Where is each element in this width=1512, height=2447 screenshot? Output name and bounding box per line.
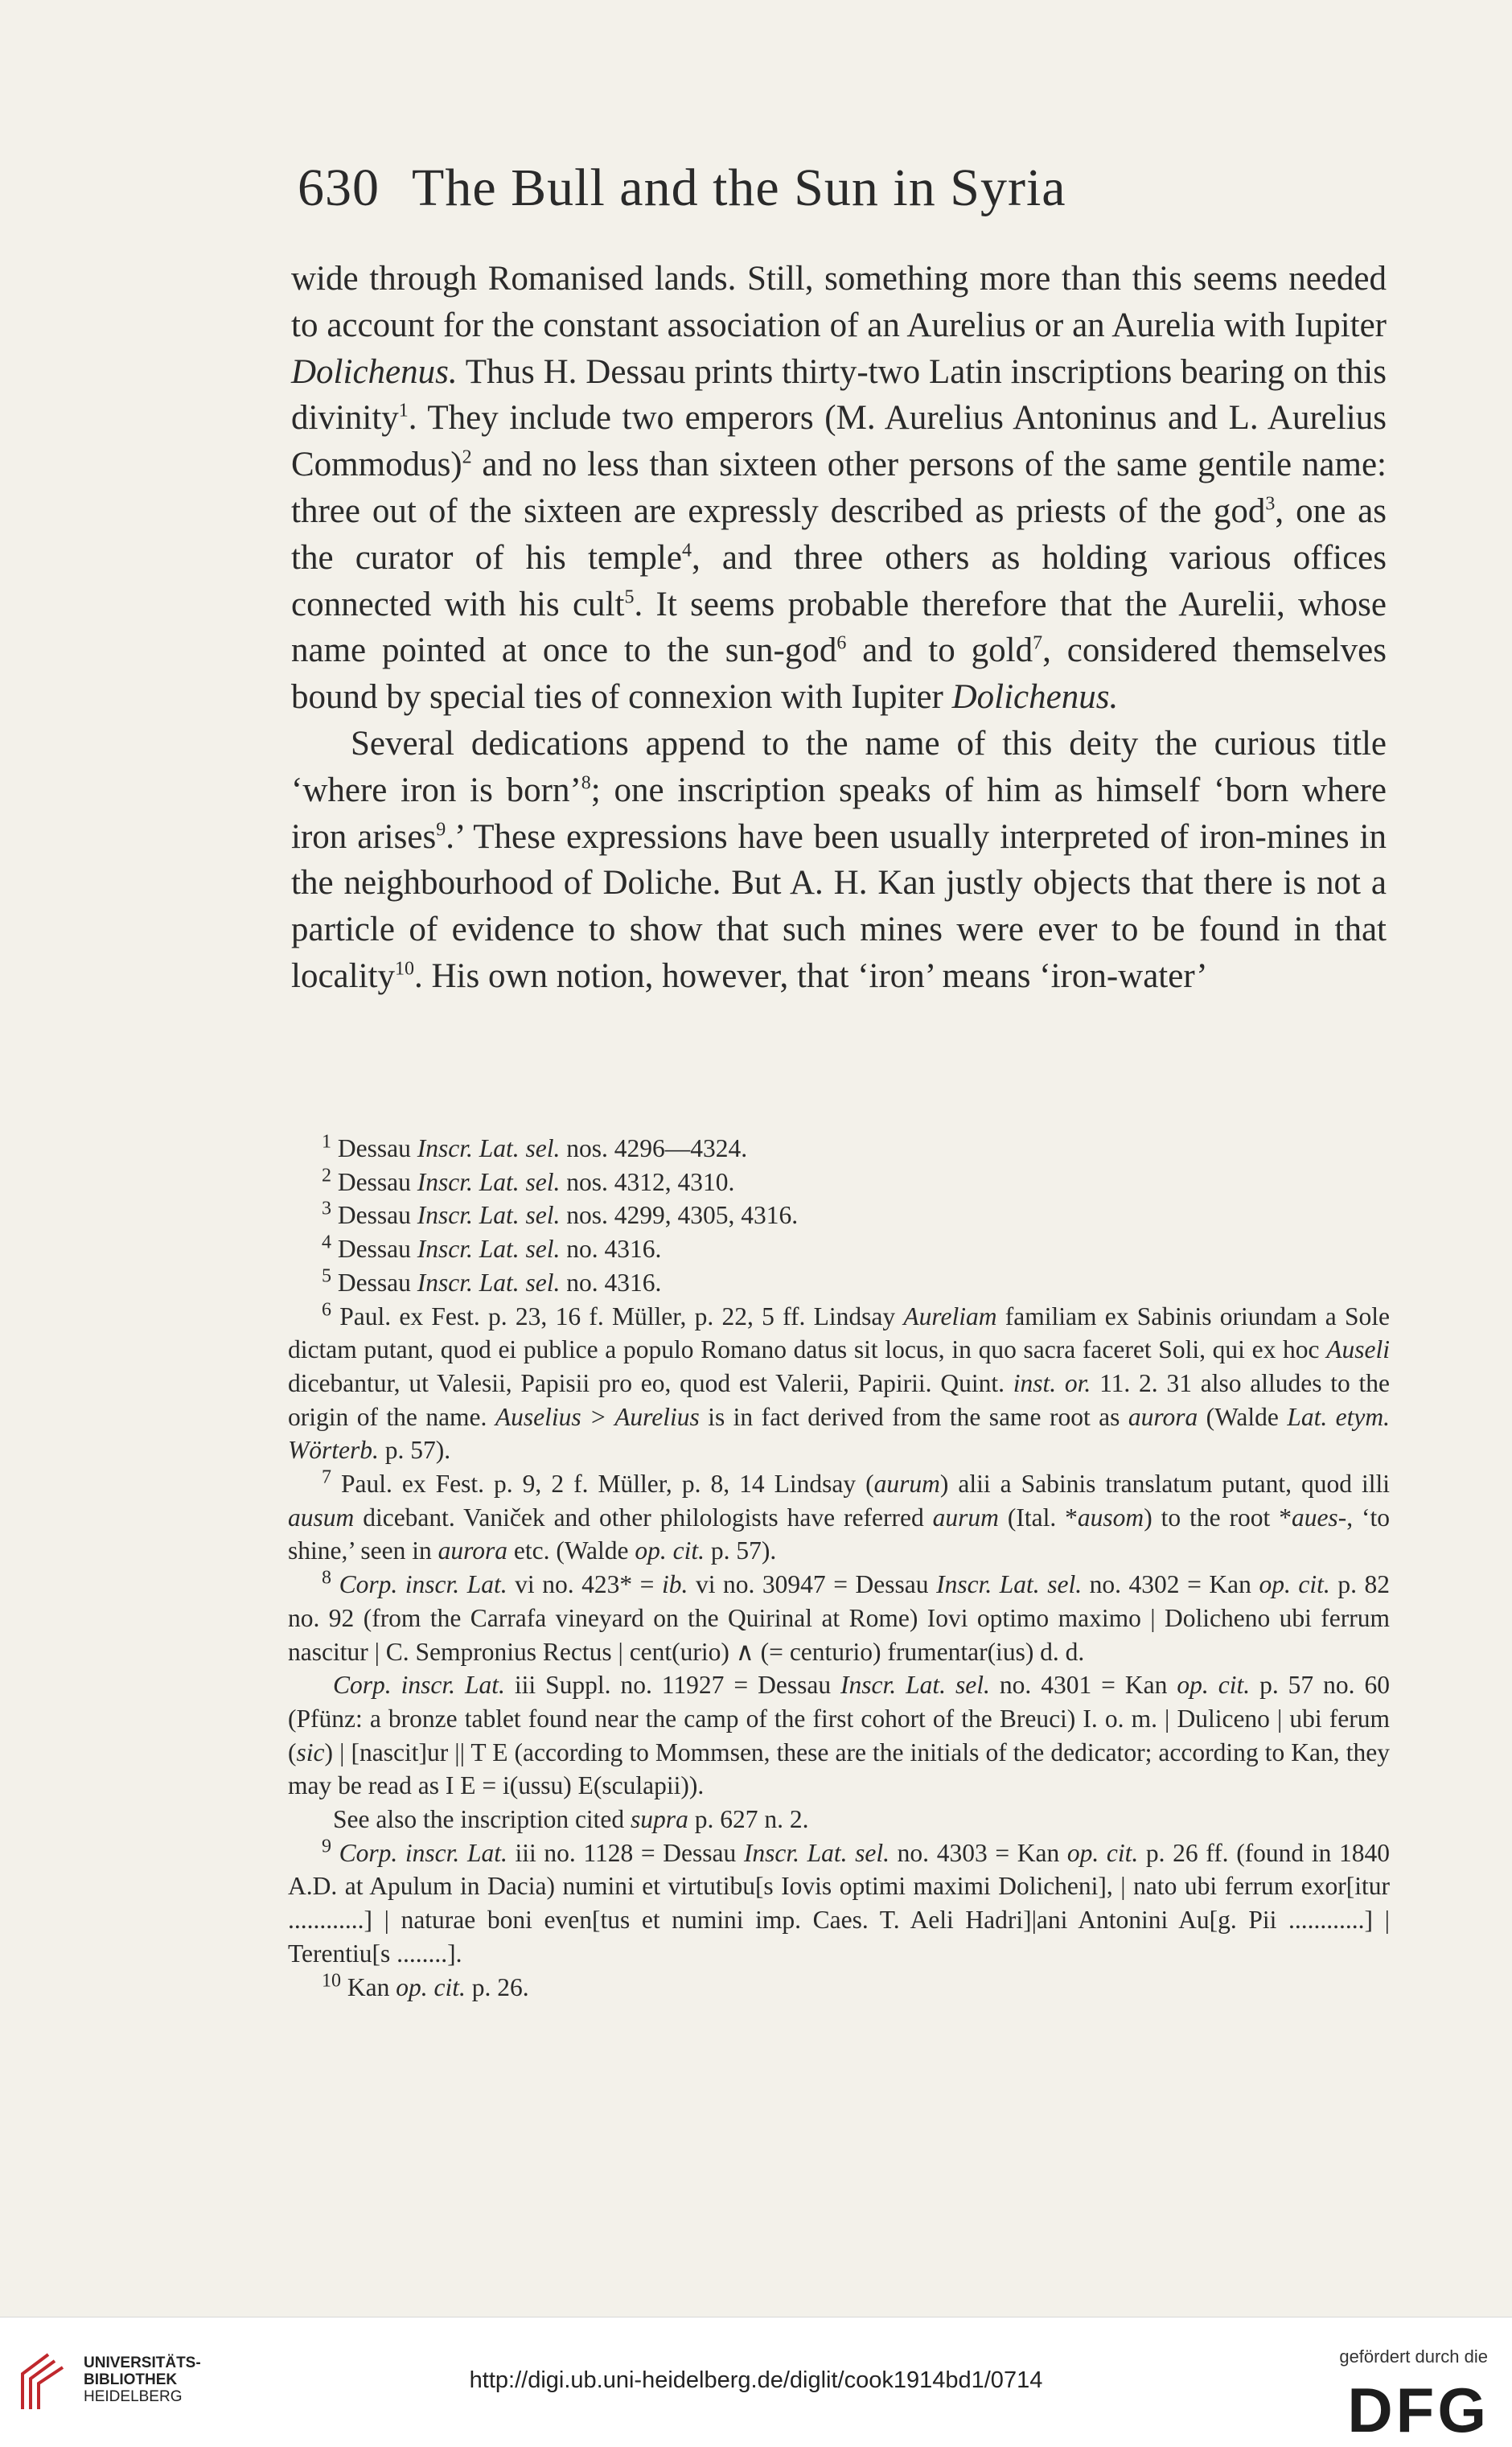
- text-run: dicebantur, ut Valesii, Papisii pro eo, quod est Valerii, Papirii. Quint.: [288, 1368, 1013, 1397]
- running-title: The Bull and the Sun in Syria: [412, 158, 1066, 217]
- footnote-5: [288, 1266, 1390, 1300]
- footnote-ref[interactable]: 10: [394, 958, 414, 980]
- footnote-number: 6: [322, 1299, 331, 1321]
- text-run: iii no. 1128 = Dessau: [507, 1838, 744, 1867]
- italic-text: Inscr. Lat. sel.: [840, 1671, 990, 1700]
- footnote-8-see-also: [288, 1803, 1390, 1836]
- text-run: (Walde: [1198, 1402, 1288, 1431]
- italic-text: inst. or.: [1013, 1368, 1091, 1397]
- text-run: vi no. 423* =: [507, 1570, 662, 1599]
- dfg-logo[interactable]: DFG: [1347, 2375, 1489, 2445]
- text-run: Kan: [347, 1972, 396, 2001]
- italic-text: op. cit.: [396, 1972, 466, 2001]
- text-run: , ‘to shine,’ seen in: [288, 1503, 1391, 1565]
- text-run: iii Suppl. no. 11927 = Dessau: [504, 1671, 841, 1700]
- footnote-10: [288, 1971, 1390, 2005]
- text-run: etc. (Walde: [507, 1536, 635, 1565]
- text-run: Dessau: [337, 1167, 417, 1196]
- footnote-number: 1: [322, 1131, 331, 1153]
- text-run: . His own notion, however, that ‘iron’ means ‘iron-water’: [413, 956, 1208, 995]
- footnote-7: [288, 1467, 1390, 1568]
- text-run: See also the inscription cited: [333, 1805, 631, 1834]
- text-run: and no less than sixteen other persons of the same gentile name: three out of the sixteen are expressly described as priests of the god: [291, 446, 1387, 530]
- text-run: Paul. ex Fest. p. 23, 16 f. Müller, p. 22, 5 ff. Lindsay: [339, 1302, 904, 1330]
- text-run: p. 57 no. 60 (Pfünz: a bronze tablet found near the camp of the first cohort of the Breuci) I. o. m. | Duliceno | ubi ferum (: [288, 1671, 1391, 1766]
- footnote-8: [288, 1568, 1390, 1668]
- library-name-line-1: UNIVERSITÄTS-: [84, 2354, 201, 2371]
- text-run: no. 4302 = Kan: [1082, 1570, 1259, 1599]
- permalink-url[interactable]: http://digi.ub.uni-heidelberg.de/diglit/cook1914bd1/0714: [469, 2367, 1043, 2393]
- text-run: .’ These expressions have been usually interpreted of iron-mines in the neighbourhood of Doliche. But A. H. Kan justly objects that there is not a particle of evidence to show that such mines were ever to be found in that locality: [291, 817, 1387, 995]
- italic-text: aurora: [438, 1536, 507, 1565]
- footnote-ref[interactable]: 7: [1033, 633, 1043, 655]
- text-run: and to gold: [846, 631, 1033, 670]
- running-header: [298, 158, 1066, 219]
- page-number: 630: [298, 158, 380, 217]
- text-run: p. 82 no. 92 (from the Carrafa vineyard on the Quirinal at Rome) Iovi optimo maximo | Dolicheno ubi ferrum nascitur | C. Sempronius Rectus | cent(urio) ∧ (= centurio) frumentar(ius) d. d.: [288, 1570, 1390, 1666]
- italic-text: op. cit.: [1259, 1570, 1330, 1599]
- text-run: . It seems probable therefore that the Aurelii, whose name pointed at once to the sun-god: [291, 585, 1387, 670]
- library-name-line-3: HEIDELBERG: [84, 2388, 183, 2405]
- footnote-number: 2: [322, 1165, 331, 1186]
- footnote-number: 4: [322, 1232, 331, 1253]
- footnote-ref[interactable]: 3: [1265, 493, 1276, 515]
- text-run: (Ital. *: [998, 1503, 1078, 1532]
- footnote-1: [288, 1132, 1390, 1166]
- italic-text: Aureliam: [903, 1302, 997, 1330]
- text-run: wide through Romanised lands. Still, something more than this seems needed to account for the constant association of an Aurelius or an Aurelia with Iupiter: [291, 260, 1387, 344]
- text-run: Dessau: [337, 1134, 417, 1162]
- footnote-9: [288, 1836, 1390, 1971]
- text-run: Dessau: [337, 1268, 417, 1297]
- text-run: , one as the curator of his temple: [291, 491, 1387, 577]
- text-run: is in fact derived from the same root as: [699, 1402, 1128, 1431]
- footnote-8-continued: [288, 1668, 1390, 1803]
- footnote-ref[interactable]: 5: [624, 586, 635, 608]
- footnote-6: [288, 1300, 1390, 1468]
- italic-text: Inscr. Lat. sel.: [417, 1268, 561, 1297]
- italic-text: Inscr. Lat. sel.: [743, 1838, 890, 1867]
- italic-text: Corp. inscr. Lat.: [333, 1671, 505, 1700]
- italic-text: Inscr. Lat. sel.: [417, 1134, 561, 1162]
- footnote-4: [288, 1232, 1390, 1266]
- text-run: nos. 4299, 4305, 4316.: [560, 1201, 799, 1230]
- italic-text: Inscr. Lat. sel.: [936, 1570, 1083, 1599]
- text-run: p. 26 ff. (found in 1840 A.D. at Apulum in Dacia) numini et virtutibu[s Iovis optimi maximi Dolicheni], | nato ubi ferrum exor[itur ............] | naturae boni even[tus et numini imp. Caes. T. Aeli Hadri]|ani Antonini Au[g. Pii ............] | Terentiu[s ........].: [288, 1838, 1390, 1968]
- italic-text: op. cit.: [635, 1536, 705, 1565]
- footnote-number: 5: [322, 1265, 331, 1287]
- italic-text: Inscr. Lat. sel.: [417, 1167, 561, 1196]
- italic-text: op. cit.: [1177, 1671, 1251, 1700]
- text-run: Dessau: [337, 1235, 417, 1264]
- footnote-number: 3: [322, 1198, 331, 1219]
- footnote-ref[interactable]: 1: [398, 401, 409, 422]
- paragraph-2: [291, 721, 1387, 1000]
- footnote-number: 8: [322, 1567, 331, 1589]
- italic-text: aues-: [1291, 1503, 1347, 1532]
- italic-text: ausom: [1077, 1503, 1144, 1532]
- italic-text: Inscr. Lat. sel.: [417, 1201, 561, 1230]
- paragraph-1: [291, 256, 1387, 721]
- text-run: ) to the root *: [1144, 1503, 1292, 1532]
- italic-text: supra: [631, 1805, 688, 1834]
- text-run: Dessau: [337, 1201, 417, 1230]
- text-run: vi no. 30947 = Dessau: [688, 1570, 937, 1599]
- text-run: no. 4316.: [560, 1235, 662, 1264]
- footnote-number: 10: [322, 1970, 341, 1992]
- italic-text: op. cit.: [1066, 1838, 1139, 1867]
- text-run: Thus H. Dessau prints thirty-two Latin inscriptions bearing on this divinity: [291, 352, 1387, 438]
- footnote-ref[interactable]: 2: [462, 446, 472, 468]
- text-run: ) | [nascit]ur || T E (according to Mommsen, these are the initials of the dedicator; according to Kan, they may be read as I E = i(ussu) E(sculapii)).: [288, 1738, 1390, 1800]
- text-run: , considered themselves bound by special ties of connexion with Iupiter: [291, 631, 1387, 717]
- funded-by-label: gefördert durch die: [1339, 2346, 1488, 2367]
- text-run: Several dedications append to the name of this deity the curious title ‘where iron is born’: [291, 724, 1387, 809]
- italic-text: aurum: [932, 1503, 999, 1532]
- footnotes: [288, 1132, 1390, 2004]
- italic-text: ausum: [288, 1503, 355, 1532]
- footnote-3: [288, 1199, 1390, 1232]
- italic-text: Auselius > Aurelius: [495, 1402, 700, 1431]
- footnote-ref[interactable]: 9: [436, 819, 446, 841]
- italic-text: aurum: [873, 1470, 940, 1499]
- text-run: nos. 4296—4324.: [560, 1134, 748, 1162]
- italic-text: Lat. etym. Wörterb.: [288, 1402, 1390, 1465]
- footnote-ref[interactable]: 4: [681, 540, 692, 561]
- text-run: , and three others as holding various offices connected with his cult: [291, 538, 1387, 623]
- footnote-ref[interactable]: 8: [581, 772, 591, 794]
- text-run: . They include two emperors (M. Aurelius Antoninus and L. Aurelius Commodus): [291, 399, 1387, 484]
- text-run: p. 26.: [465, 1972, 529, 2001]
- text-run: familiam ex Sabinis oriundam a Sole dictam putant, quod ei publice a populo Romano datus sit locus, in quo sacra faceret Soli, qui ex hoc: [288, 1302, 1390, 1364]
- text-run: nos. 4312, 4310.: [560, 1167, 735, 1196]
- italic-text: Inscr. Lat. sel.: [417, 1235, 561, 1264]
- text-run: ) alii a Sabinis translatum putant, quod illi: [939, 1470, 1390, 1499]
- italic-text: Auseli: [1326, 1335, 1390, 1364]
- footer-bar: [0, 2317, 1512, 2447]
- footnote-number: 7: [322, 1466, 331, 1488]
- footnote-number: 9: [322, 1836, 331, 1857]
- footnote-2: [288, 1166, 1390, 1199]
- italic-text: sic: [296, 1738, 325, 1766]
- text-run: ; one inscription speaks of him as himself ‘born where iron arises: [291, 771, 1387, 856]
- text-run: no. 4301 = Kan: [989, 1671, 1177, 1700]
- text-run: Paul. ex Fest. p. 9, 2 f. Müller, p. 8, 14 Lindsay (: [341, 1470, 874, 1499]
- text-run: dicebant. Vaniček and other philologists have referred: [354, 1503, 933, 1532]
- italic-text: Dolichenus.: [291, 352, 458, 391]
- italic-text: Dolichenus.: [951, 678, 1119, 717]
- text-run: p. 57).: [378, 1436, 451, 1465]
- library-name-line-2: BIBLIOTHEK: [84, 2371, 178, 2388]
- text-run: p. 627 n. 2.: [688, 1805, 809, 1834]
- main-text: [291, 256, 1387, 1000]
- text-run: 11. 2. 31 also alludes to the origin of the name.: [288, 1368, 1390, 1431]
- text-run: p. 57).: [705, 1536, 777, 1565]
- italic-text: aurora: [1128, 1402, 1198, 1431]
- text-run: no. 4303 = Kan: [890, 1838, 1067, 1867]
- italic-text: Corp. inscr. Lat.: [339, 1570, 507, 1599]
- italic-text: ib.: [662, 1570, 688, 1599]
- text-run: no. 4316.: [560, 1268, 662, 1297]
- footnote-ref[interactable]: 6: [836, 633, 847, 655]
- italic-text: Corp. inscr. Lat.: [339, 1838, 507, 1867]
